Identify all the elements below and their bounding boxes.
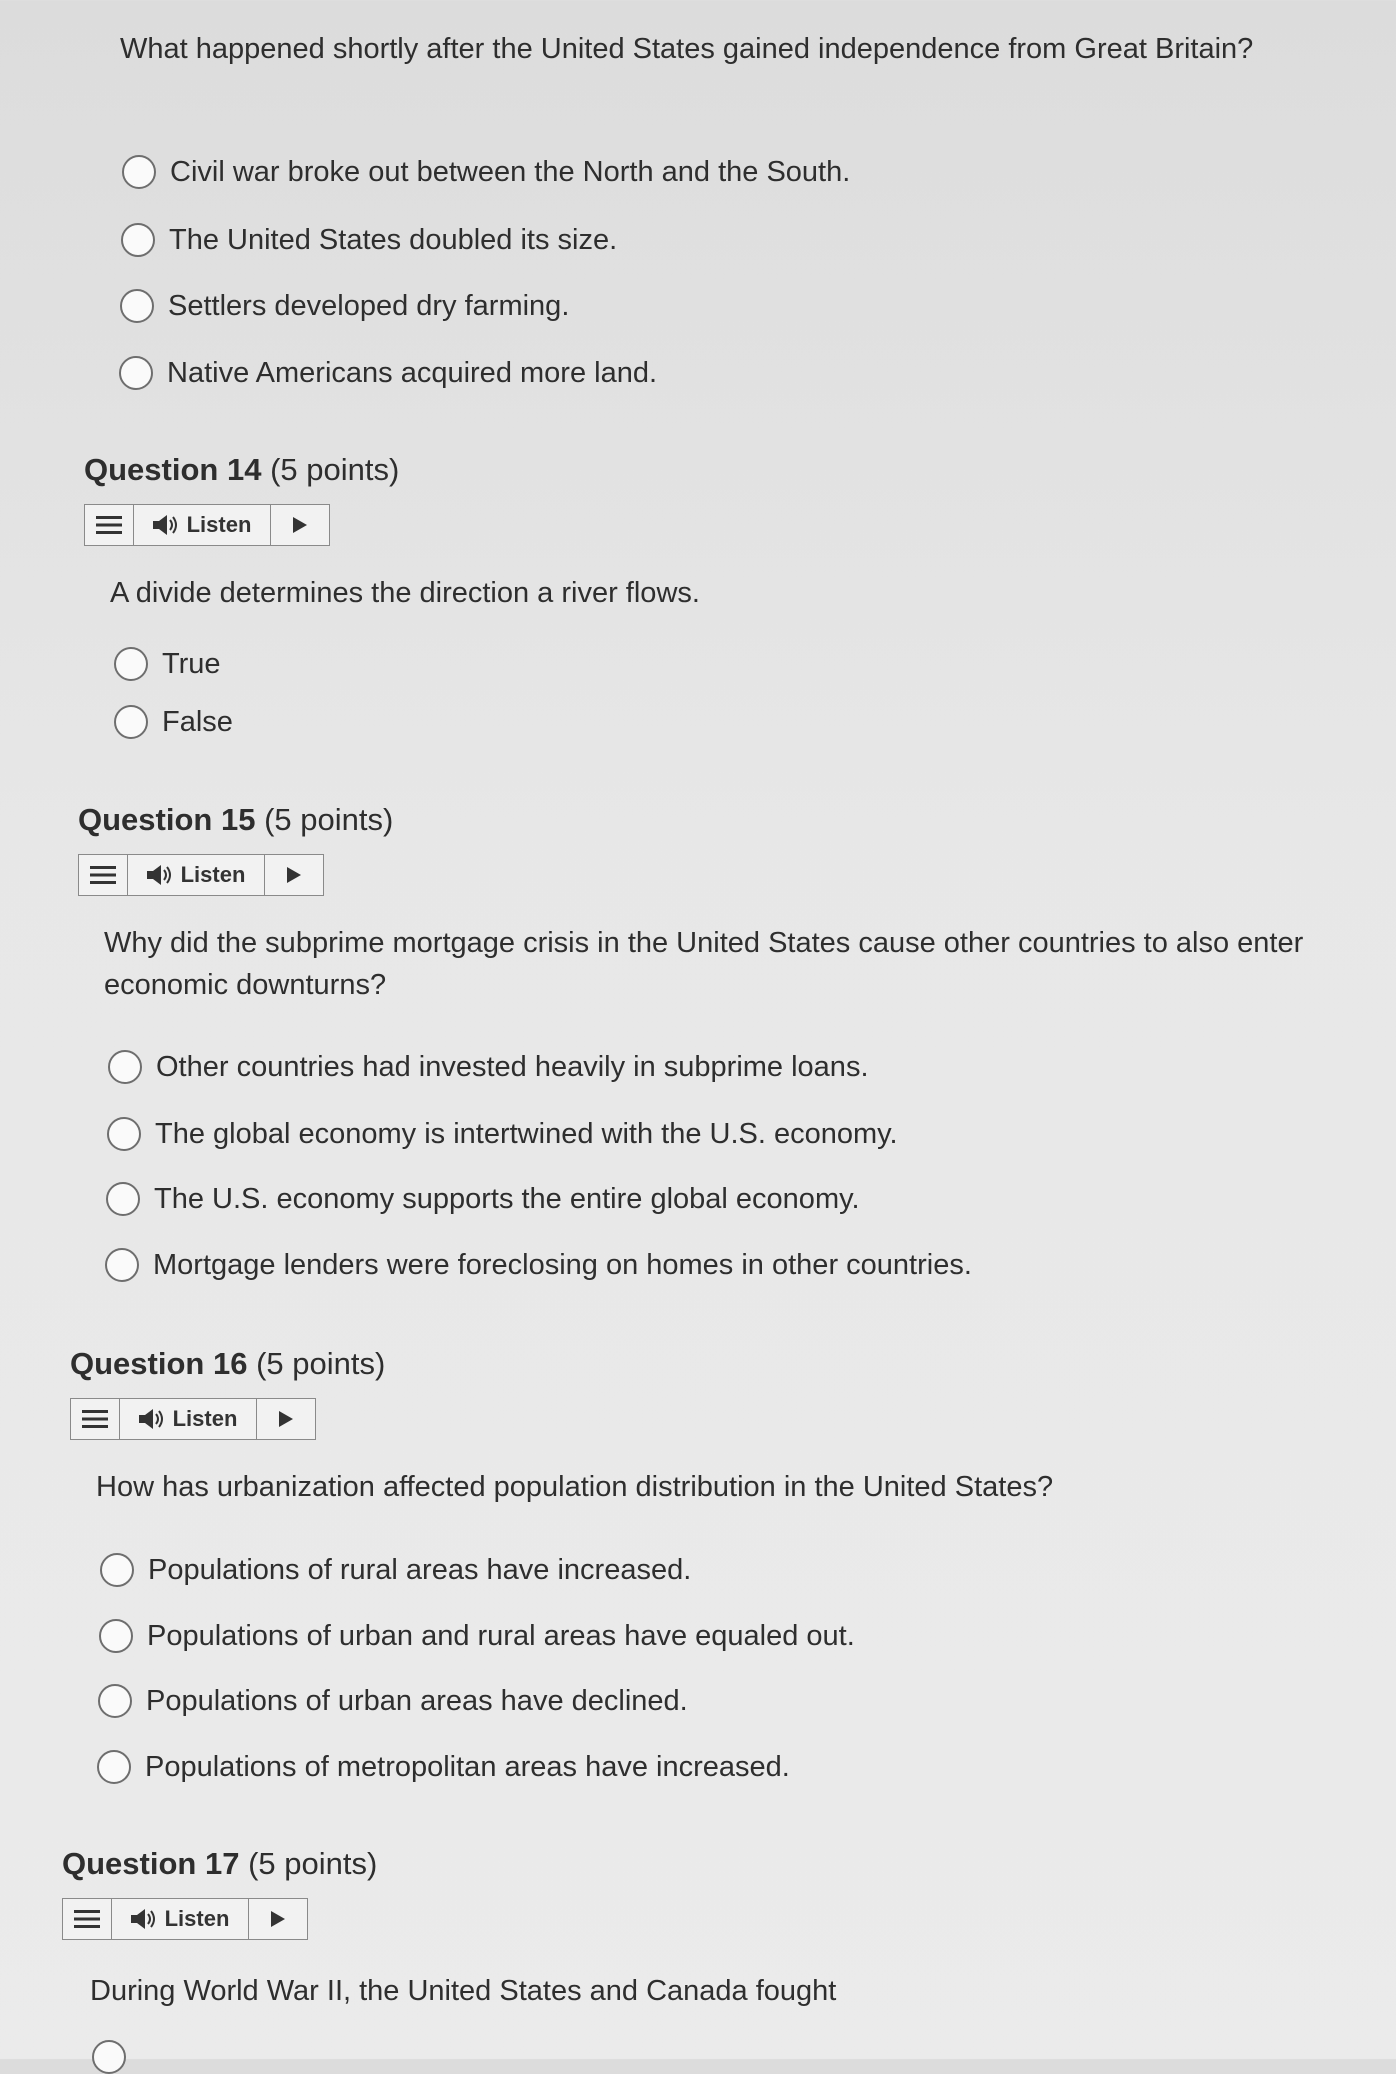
option-label: The United States doubled its size. xyxy=(169,223,618,256)
option-label: The U.S. economy supports the entire global economy. xyxy=(154,1182,860,1215)
listen-label: Listen xyxy=(164,1906,230,1931)
answer-option[interactable] xyxy=(114,705,233,739)
question-heading xyxy=(84,452,399,488)
question-points: (5 points) xyxy=(248,1846,378,1881)
option-label: False xyxy=(162,705,233,738)
speaker-icon xyxy=(139,1408,165,1430)
answer-option[interactable] xyxy=(105,1248,972,1282)
question-title: Question 14 xyxy=(84,452,262,487)
question-title: Question 15 xyxy=(78,802,256,837)
menu-icon[interactable] xyxy=(85,505,134,545)
answer-option[interactable] xyxy=(121,223,617,257)
listen-label: Listen xyxy=(180,862,246,887)
option-label: Settlers developed dry farming. xyxy=(168,289,570,322)
answer-option[interactable] xyxy=(108,1050,869,1084)
answer-option[interactable] xyxy=(122,155,850,189)
answer-option[interactable] xyxy=(120,289,569,323)
play-icon[interactable] xyxy=(249,1899,307,1939)
listen-toolbar xyxy=(78,854,324,896)
play-icon[interactable] xyxy=(265,855,323,895)
answer-option[interactable] xyxy=(100,1553,691,1587)
listen-label: Listen xyxy=(186,512,252,537)
menu-icon[interactable] xyxy=(63,1899,112,1939)
play-icon[interactable] xyxy=(257,1399,315,1439)
answer-option[interactable] xyxy=(119,356,657,390)
radio-button[interactable] xyxy=(107,1117,141,1151)
radio-button[interactable] xyxy=(114,647,148,681)
menu-icon[interactable] xyxy=(71,1399,120,1439)
option-label: Other countries had invested heavily in subprime loans. xyxy=(156,1050,869,1083)
question-prompt: Why did the subprime mortgage crisis in the United States cause other countries to also enter economic downturns? xyxy=(104,927,1304,1001)
play-icon[interactable] xyxy=(271,505,329,545)
speaker-icon xyxy=(147,864,173,886)
answer-option[interactable] xyxy=(92,2040,126,2074)
radio-button[interactable] xyxy=(108,1050,142,1084)
listen-toolbar xyxy=(70,1398,316,1440)
radio-button[interactable] xyxy=(121,223,155,257)
listen-button[interactable] xyxy=(120,1399,257,1439)
question-points: (5 points) xyxy=(270,452,400,487)
radio-button[interactable] xyxy=(98,1684,132,1718)
question-prompt: A divide determines the direction a river flows. xyxy=(110,577,700,609)
option-label: Populations of urban areas have declined. xyxy=(146,1684,688,1717)
radio-button[interactable] xyxy=(106,1182,140,1216)
answer-option[interactable] xyxy=(114,647,221,681)
answer-option[interactable] xyxy=(106,1182,860,1216)
answer-option[interactable] xyxy=(107,1117,898,1151)
question-heading xyxy=(78,802,393,838)
radio-button[interactable] xyxy=(97,1750,131,1784)
radio-button[interactable] xyxy=(120,289,154,323)
option-label: Populations of rural areas have increased. xyxy=(148,1553,692,1586)
option-label: Mortgage lenders were foreclosing on homes in other countries. xyxy=(153,1248,972,1281)
question-heading xyxy=(70,1346,385,1382)
answer-option[interactable] xyxy=(97,1750,790,1784)
question-points: (5 points) xyxy=(256,1346,386,1381)
answer-option[interactable] xyxy=(99,1619,855,1653)
radio-button[interactable] xyxy=(122,155,156,189)
radio-button[interactable] xyxy=(114,705,148,739)
option-label: Populations of metropolitan areas have increased. xyxy=(145,1750,790,1783)
option-label: Native Americans acquired more land. xyxy=(167,356,658,389)
speaker-icon xyxy=(153,514,179,536)
answer-option[interactable] xyxy=(98,1684,688,1718)
option-label: The global economy is intertwined with the U.S. economy. xyxy=(155,1117,898,1150)
menu-icon[interactable] xyxy=(79,855,128,895)
speaker-icon xyxy=(131,1908,157,1930)
listen-button[interactable] xyxy=(128,855,265,895)
question-title: Question 17 xyxy=(62,1846,240,1881)
listen-toolbar xyxy=(84,504,330,546)
radio-button[interactable] xyxy=(105,1248,139,1282)
option-label: Civil war broke out between the North and the South. xyxy=(170,155,851,188)
listen-button[interactable] xyxy=(134,505,271,545)
option-label: True xyxy=(162,647,221,680)
question-points: (5 points) xyxy=(264,802,394,837)
question-title: Question 16 xyxy=(70,1346,248,1381)
question-prompt: How has urbanization affected population distribution in the United States? xyxy=(96,1471,1054,1503)
question-prompt: What happened shortly after the United States gained independence from Great Britain? xyxy=(120,33,1254,65)
listen-label: Listen xyxy=(172,1406,238,1431)
option-label: Populations of urban and rural areas have equaled out. xyxy=(147,1619,855,1652)
question-prompt: During World War II, the United States and Canada fought xyxy=(90,1975,837,2007)
listen-toolbar xyxy=(62,1898,308,1940)
radio-button[interactable] xyxy=(92,2040,126,2074)
radio-button[interactable] xyxy=(100,1553,134,1587)
question-heading xyxy=(62,1846,377,1882)
listen-button[interactable] xyxy=(112,1899,249,1939)
radio-button[interactable] xyxy=(99,1619,133,1653)
radio-button[interactable] xyxy=(119,356,153,390)
